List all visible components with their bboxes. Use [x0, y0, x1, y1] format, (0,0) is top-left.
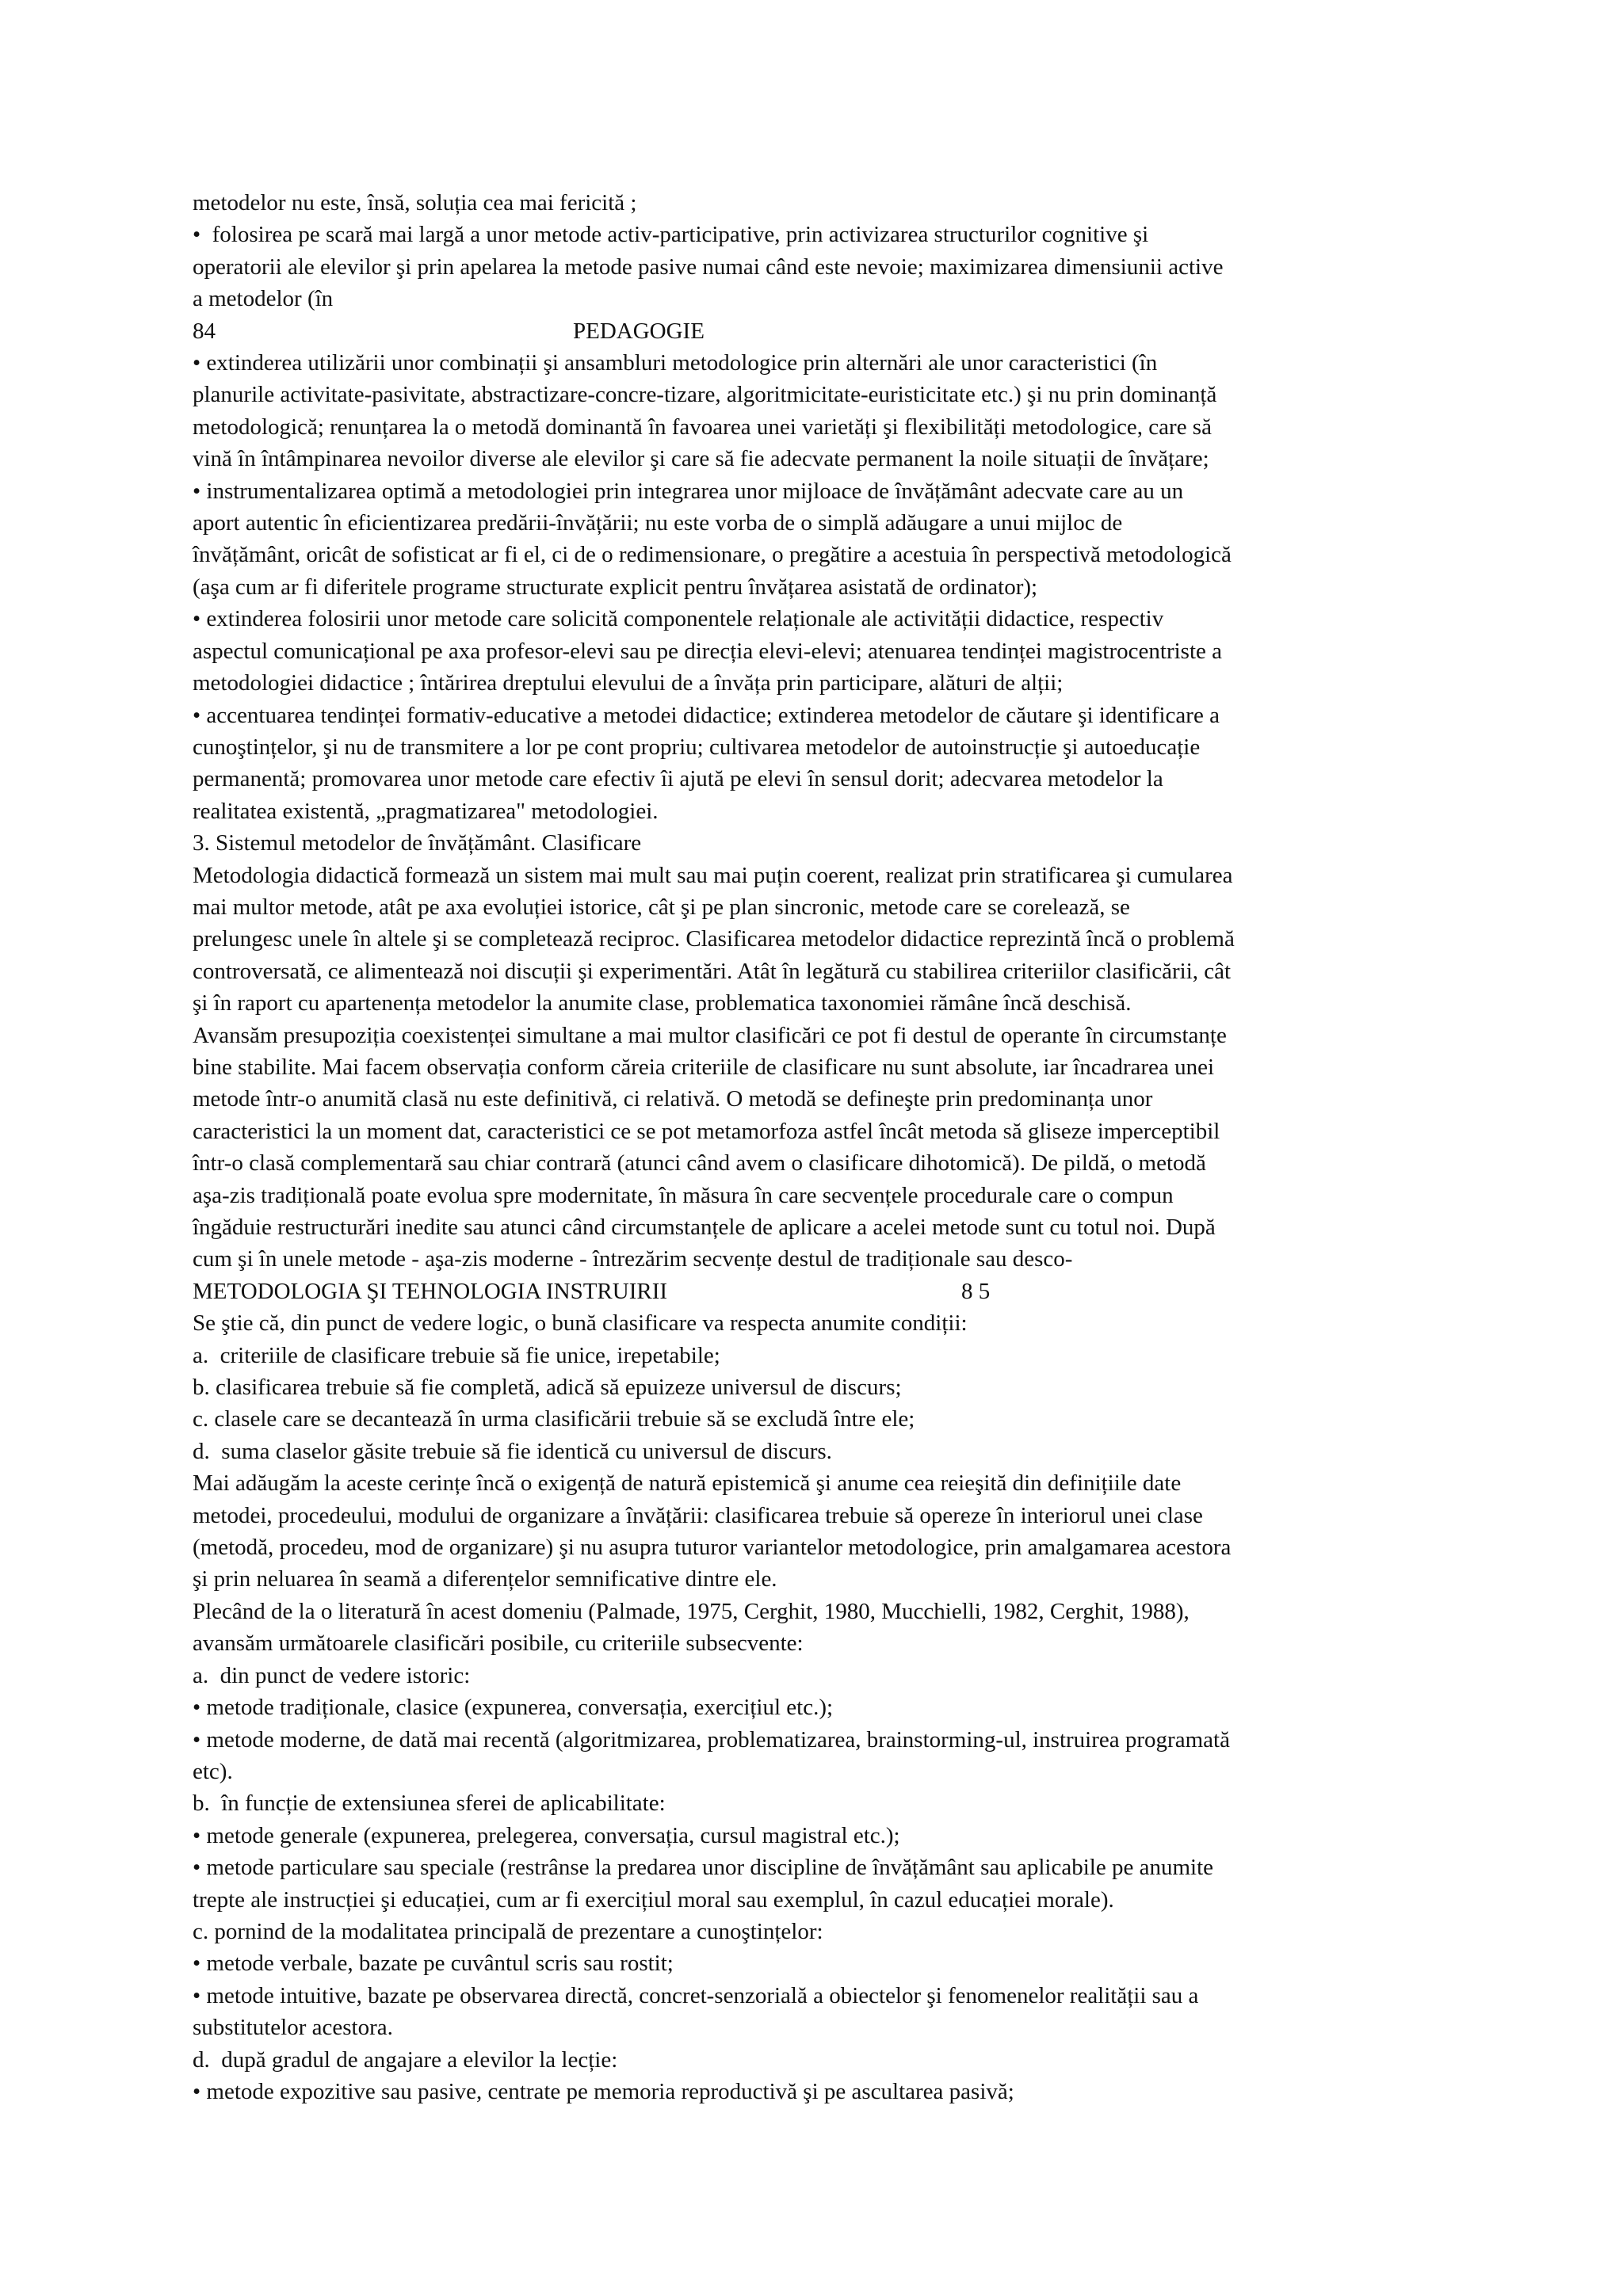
text-line: • instrumentalizarea optimă a metodologiei prin integrarea unor mijloace de învățământ adecvate care au un — [193, 478, 1184, 504]
running-head-title: PEDAGOGIE — [573, 318, 705, 344]
text-line: a metodelor (în — [193, 286, 334, 312]
text-line: trepte ale instrucției şi educației, cum ar fi exercițiul moral sau exemplul, în cazul educației morale). — [193, 1886, 1114, 1913]
page-number: 84 — [193, 318, 216, 344]
text-line: • metode tradiționale, clasice (expunerea, conversația, exercițiul etc.); — [193, 1695, 834, 1721]
text-line: c. clasele care se decantează în urma clasificării trebuie să se excludă între ele; — [193, 1406, 915, 1432]
text-line: operatorii ale elevilor şi prin apelarea la metode pasive numai când este nevoie; maximizarea dimensiunii active — [193, 254, 1224, 280]
text-line: • extinderea folosirii unor metode care solicită componentele relaționale ale activității didactice, respectiv — [193, 606, 1164, 632]
text-line: îngăduie restructurări inedite sau atunci când circumstanțele de aplicare a acelei metode sunt cu totul noi. După — [193, 1215, 1216, 1240]
text-line: • extinderea utilizării unor combinații şi ansambluri metodologice prin alternări ale unor caracteristici (în — [193, 350, 1158, 376]
text-line: d. după gradul de angajare a elevilor la lecție: — [193, 2046, 618, 2073]
text-line: (aşa cum ar fi diferitele programe structurate explicit pentru învățarea asistată de ordinator); — [193, 574, 1038, 600]
text-line: • metode expozitive sau pasive, centrate pe memoria reproductivă şi pe ascultarea pasivă; — [193, 2078, 1014, 2104]
text-line: • folosirea pe scară mai largă a unor metode activ-participative, prin activizarea structurilor cognitive şi — [193, 222, 1149, 248]
text-line: şi în raport cu apartenența metodelor la anumite clase, problematica taxonomiei rămâne încă deschisă. — [193, 990, 1132, 1016]
text-line: etc). — [193, 1758, 233, 1784]
text-line: • accentuarea tendinței formativ-educative a metodei didactice; extinderea metodelor de căutare şi identificare a — [193, 702, 1220, 728]
text-line: mai multor metode, atât pe axa evoluției istorice, cât şi pe plan sincronic, metode care se corelează, se — [193, 894, 1130, 920]
text-line: (metodă, procedeu, mod de organizare) şi nu asupra tuturor variantelor metodologice, prin amalgamarea acestora — [193, 1535, 1232, 1561]
text-line: substitutelor acestora. — [193, 2015, 393, 2041]
text-line: • metode intuitive, bazate pe observarea directă, concret-senzorială a obiectelor şi fenomenelor realității sau a — [193, 1982, 1199, 2008]
text-line: Mai adăugăm la aceste cerințe încă o exigență de natură epistemică şi anume cea reieşită din definițiile date — [193, 1470, 1182, 1497]
text-line: Metodologia didactică formează un sistem mai mult sau mai puțin coerent, realizat prin stratificarea şi cumularea — [193, 862, 1233, 888]
text-line: • metode verbale, bazate pe cuvântul scris sau rostit; — [193, 1951, 674, 1977]
text-line: şi prin neluarea în seamă a diferențelor semnificative dintre ele. — [193, 1566, 777, 1592]
page-number: 8 5 — [961, 1278, 991, 1304]
text-line: • metode moderne, de dată mai recentă (algoritmizarea, problematizarea, brainstorming-ul, instruirea programată — [193, 1726, 1230, 1753]
text-line: metode într-o anumită clasă nu este definitivă, ci relativă. O metodă se defineşte prin predominanța unor — [193, 1086, 1153, 1112]
text-line: • metode particulare sau speciale (restrânse la predarea unor discipline de învățământ sau aplicabile pe anumite — [193, 1855, 1214, 1881]
text-line: aşa-zis tradițională poate evolua spre modernitate, în măsura în care secvențele procedurale care o compun — [193, 1182, 1174, 1208]
text-line: prelungesc unele în altele şi se completează reciproc. Clasificarea metodelor didactice reprezintă încă o problemă — [193, 926, 1235, 952]
running-head — [193, 315, 1476, 347]
text-line: bine stabilite. Mai facem observația conform căreia criteriile de clasificare nu sunt absolute, iar încadrarea unei — [193, 1054, 1215, 1080]
text-line: cum şi în unele metode - aşa-zis moderne - întrezărim secvențe destul de tradiționale sau desco- — [193, 1246, 1073, 1272]
text-line: a. criteriile de clasificare trebuie să fie unice, irepetabile; — [193, 1342, 720, 1368]
text-line: realitatea existentă, „pragmatizarea" metodologiei. — [193, 798, 659, 824]
running-head-title: METODOLOGIA ŞI TEHNOLOGIA INSTRUIRII — [193, 1278, 668, 1304]
text-line: cunoştințelor, şi nu de transmitere a lor pe cont propriu; cultivarea metodelor de autoinstrucție şi autoeducație — [193, 734, 1201, 760]
running-head — [193, 1276, 1476, 1307]
text-line: caracteristici la un moment dat, caracteristici ce se pot metamorfoza astfel încât metoda să gliseze imperceptibil — [193, 1118, 1220, 1144]
text-line: permanentă; promovarea unor metode care efectiv îi ajută pe elevi în sensul dorit; adecvarea metodelor la — [193, 766, 1163, 792]
text-line: avansăm următoarele clasificări posibile, cu criteriile subsecvente: — [193, 1630, 804, 1657]
text-line: metodologiei didactice ; întărirea dreptului elevului de a învăța prin participare, alături de alții; — [193, 670, 1064, 696]
text-line: 3. Sistemul metodelor de învățământ. Clasificare — [193, 830, 642, 856]
text-line: metodologică; renunțarea la o metodă dominantă în favoarea unei varietăți şi flexibilități metodologice, care să — [193, 414, 1212, 440]
text-line: c. pornind de la modalitatea principală de prezentare a cunoştințelor: — [193, 1918, 823, 1944]
text-line: b. clasificarea trebuie să fie completă, adică să epuizeze universul de discurs; — [193, 1375, 902, 1401]
text-line: aport autentic în eficientizarea predării-învățării; nu este vorba de o simplă adăugare a unui mijloc de — [193, 510, 1123, 536]
text-line: aspectul comunicațional pe axa profesor-elevi sau pe direcția elevi-elevi; atenuarea tendinței magistrocentriste a — [193, 638, 1222, 664]
document-page — [193, 187, 1476, 2107]
text-line: d. suma claselor găsite trebuie să fie identică cu universul de discurs. — [193, 1438, 832, 1464]
text-line: • metode generale (expunerea, prelegerea, conversația, cursul magistral etc.); — [193, 1822, 900, 1848]
text-line: Avansăm presupoziția coexistenței simultane a mai multor clasificări ce pot fi destul de operante în circumstanțe — [193, 1022, 1227, 1048]
text-line: controversată, ce alimentează noi discuții şi experimentări. Atât în legătură cu stabilirea criteriilor clasificării, cât — [193, 958, 1232, 984]
text-line: a. din punct de vedere istoric: — [193, 1662, 471, 1688]
text-line: într-o clasă complementară sau chiar contrară (atunci când avem o clasificare dihotomică). De pildă, o metodă — [193, 1150, 1206, 1177]
text-line: Plecând de la o literatură în acest domeniu (Palmade, 1975, Cerghit, 1980, Mucchielli, 1982, Cerghit, 1988), — [193, 1598, 1190, 1624]
text-line: vină în întâmpinarea nevoilor diverse ale elevilor şi care să fie adecvate permanent la noile situații de învățare; — [193, 446, 1209, 472]
text-line: metodei, procedeului, modului de organizare a învățării: clasificarea trebuie să opereze în interiorul unei clase — [193, 1502, 1203, 1528]
text-line: învățământ, oricât de sofisticat ar fi el, ci de o redimensionare, o pregătire a acestuia în perspectivă metodologică — [193, 542, 1232, 568]
text-line: b. în funcție de extensiunea sferei de aplicabilitate: — [193, 1791, 666, 1817]
text-line: metodelor nu este, însă, soluția cea mai fericită ; — [193, 190, 637, 215]
text-line: planurile activitate-pasivitate, abstractizare-concre-tizare, algoritmicitate-euristicitate etc.) şi nu prin dominanță — [193, 382, 1217, 408]
text-line: Se ştie că, din punct de vedere logic, o bună clasificare va respecta anumite condiții: — [193, 1310, 968, 1337]
